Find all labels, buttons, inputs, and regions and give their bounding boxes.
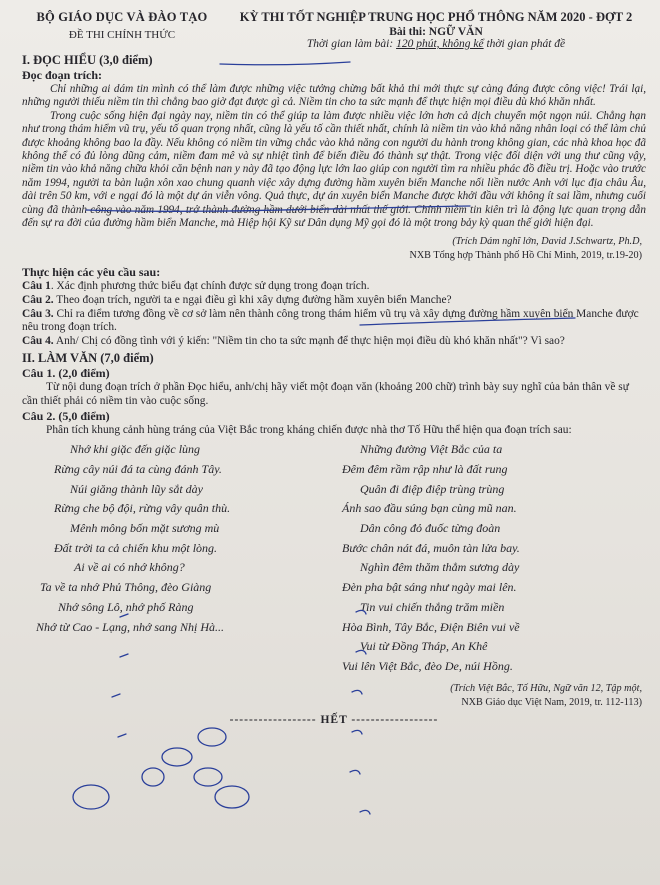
question-1: [22, 280, 646, 294]
part1-heading: I. ĐỌC HIỂU (3,0 điểm): [22, 53, 153, 67]
tick-mark: [350, 770, 360, 774]
question-2: [22, 294, 646, 308]
poem-line: Vui từ Đồng Tháp, An Khê: [360, 639, 488, 654]
poem-line: Tin vui chiến thắng trăm miền: [360, 599, 505, 614]
circle-mark: [194, 768, 222, 786]
passage-paragraph-1: Chỉ những ai dám tin mình có thể làm được những việc tưởng chừng bất khả thi mới thực sự càng đáng được công việc! Trái lại, những người thiếu niềm tin thì chẳng bao giờ đạt được gì cả. Niềm tin cho ta sức mạnh để thực hiện mọi điều dù khó khăn nhất.: [22, 83, 646, 109]
poem-line: Ánh sao đầu súng bạn cùng mũ nan.: [342, 501, 517, 516]
official-label: ĐỀ THI CHÍNH THỨC: [68, 29, 176, 41]
time-line: [226, 38, 646, 50]
circle-mark: [142, 768, 164, 786]
poem-source: (Trích Việt Bắc, Tố Hữu, Ngữ văn 12, Tập một,: [450, 682, 642, 694]
poem-line: Những đường Việt Bắc của ta: [360, 442, 503, 457]
header-right: [226, 10, 646, 50]
ministry-name: BỘ GIÁO DỤC VÀ ĐÀO TẠO: [36, 10, 208, 24]
question-label: Câu 1: [22, 280, 51, 293]
task-label: Thực hiện các yêu cầu sau:: [22, 265, 161, 280]
essay-q2-text: Phân tích khung cảnh hùng tráng của Việt Bắc trong kháng chiến được nhà thơ Tố Hữu thể hiện qua đoạn trích sau:: [46, 423, 572, 436]
poem: [22, 440, 646, 676]
poem-line: Nghìn đêm thăm thẳm sương dày: [360, 560, 520, 575]
poem-line: Núi giăng thành lũy sắt dày: [70, 481, 203, 496]
passage-source: (Trích Dám nghĩ lớn, David J.Schwartz, Ph.D,: [452, 236, 642, 248]
question-label: Câu 2.: [22, 294, 54, 307]
poem-line: Nhớ sông Lô, nhớ phố Ràng: [58, 599, 194, 614]
poem-line: Rừng cây núi đá ta cùng đánh Tây.: [54, 461, 222, 476]
time-suffix: thời gian phát đề: [483, 38, 566, 50]
subject-line: Bài thi: NGỮ VĂN: [389, 26, 483, 38]
read-label: Đọc đoạn trích:: [22, 68, 102, 82]
poem-left-column: [22, 440, 334, 676]
poem-line: Ta về ta nhớ Phủ Thông, đèo Giàng: [40, 580, 212, 595]
passage-paragraph-2: Trong cuộc sống hiện đại ngày nay, niềm tin có thể giúp ta làm được nhiều việc lớn hơn cả dịch chuyển một ngọn núi. Chẳng hạn như trong thám hiểm vũ trụ, yếu tố quan trọng nhất, cũng là yếu tố cần thiết nhất, chính là niềm tin vào khả năng nhân loại có thể làm chủ được khoảng không bao la đầy. Nếu không có niềm tin vững chắc vào khả năng con người du hành trong không gian, các nhà khoa học đã không thể có đủ lòng dũng cảm, niềm đam mê và sự nhiệt tình để biến điều đó thành sự thật. Trong việc đối diện với ung thư cũng vậy, niềm tin vào khả năng chữa khỏi căn bệnh nan y này đã tạo động lực lớn lao giúp con người tìm ra nhiều phác đồ điều trị. Hoặc vào trước năm 1994, người ta bàn luận xôn xao chung quanh việc xây dựng đường hầm xuyên biển Manche nối liền nước Anh với lục địa châu Âu, dài trên 50 km, với e ngại đó là một dự án viễn vông. Quả thực, dự án xuyên biển Manche được khởi đầu với không ít sai lầm, nhưng cuối cùng đã thành công vào năm 1994, trở thành đường hầm dưới biển dài nhất thế giới. Chính niềm tin kiên trì là động lực quan trọng dẫn đến sự ra đời của đường hầm biển Manche, mà Hiệp hội Kỹ sư Dân dụng Mỹ gọi đó là một trong bảy kỳ quan thế giới hiện đại.: [22, 109, 646, 230]
question-4: [22, 335, 646, 349]
tick-mark: [118, 734, 126, 737]
poem-line: Hòa Bình, Tây Bắc, Điện Biên vui về: [342, 619, 520, 634]
header: [22, 10, 646, 50]
header-left: [22, 10, 222, 50]
circle-mark: [73, 785, 109, 809]
poem-line: Nhớ từ Cao - Lạng, nhớ sang Nhị Hà...: [36, 619, 225, 634]
circle-mark: [162, 748, 192, 766]
essay-q2-label: Câu 2. (5,0 điểm): [22, 408, 110, 423]
question-label: Câu 4.: [22, 334, 54, 347]
poem-line: Rừng che bộ đội, rừng vây quân thù.: [54, 501, 231, 516]
poem-line: Đèn pha bật sáng như ngày mai lên.: [342, 580, 517, 595]
part2-heading: II. LÀM VĂN (7,0 điểm): [22, 351, 154, 366]
question-label: Câu 3.: [22, 307, 54, 320]
circle-mark: [215, 786, 249, 808]
question-3: [22, 308, 646, 335]
end-marker: ------------------ HẾT ------------------: [229, 713, 439, 726]
question-text: . Xác định phương thức biểu đạt chính được sử dụng trong đoạn trích.: [50, 280, 370, 293]
poem-line: Đất trời ta cả chiến khu một lòng.: [54, 540, 218, 555]
tick-mark: [360, 810, 370, 814]
poem-line: Mênh mông bốn mặt sương mù: [70, 521, 220, 536]
passage-publisher: NXB Tổng hợp Thành phố Hồ Chí Minh, 2019, tr.19-20): [409, 250, 642, 262]
poem-line: Nhớ khi giặc đến giặc lùng: [70, 442, 201, 457]
circle-mark: [198, 728, 226, 746]
poem-line: Dân công đỏ đuốc từng đoàn: [360, 521, 501, 536]
poem-line: Ai về ai có nhớ không?: [74, 560, 185, 575]
poem-publisher: NXB Giáo dục Việt Nam, 2019, tr. 112-113): [461, 696, 642, 708]
tick-mark: [352, 730, 362, 734]
time-prefix: Thời gian làm bài:: [306, 38, 397, 50]
exam-title: KỲ THI TỐT NGHIỆP TRUNG HỌC PHỔ THÔNG NĂM 2020 - ĐỢT 2: [239, 10, 633, 24]
poem-right-column: [334, 440, 646, 676]
poem-line: Bước chân nát đá, muôn tàn lửa bay.: [342, 540, 520, 555]
question-text: Chỉ ra điểm tương đồng về cơ sở làm nên thành công trong thám hiểm vũ trụ và xây dựng đường hầm xuyên biển Manche được nêu trong đoạn trích.: [22, 307, 639, 334]
question-text: Theo đoạn trích, người ta e ngại điều gì khi xây dựng đường hầm xuyên biển Manche?: [53, 294, 452, 307]
essay-q1-label: Câu 1. (2,0 điểm): [22, 366, 110, 381]
poem-line: Quân đi điệp điệp trùng trùng: [360, 481, 505, 496]
time-value: 120 phút, không kể: [396, 38, 484, 50]
essay-q1-text: Từ nội dung đoạn trích ở phần Đọc hiểu, anh/chị hãy viết một đoạn văn (khoảng 200 chữ) trình bày suy nghĩ của bản thân về sự cần thiết phải có niềm tin vào cuộc sống.: [22, 381, 629, 408]
question-text: Anh/ Chị có đồng tình với ý kiến: "Niềm tin cho ta sức mạnh để thực hiện mọi điều dù khó khăn nhất"? Vì sao?: [53, 334, 565, 347]
poem-line: Vui lên Việt Bắc, đèo De, núi Hồng.: [342, 658, 513, 673]
poem-line: Đêm đêm rầm rập như là đất rung: [342, 461, 508, 476]
